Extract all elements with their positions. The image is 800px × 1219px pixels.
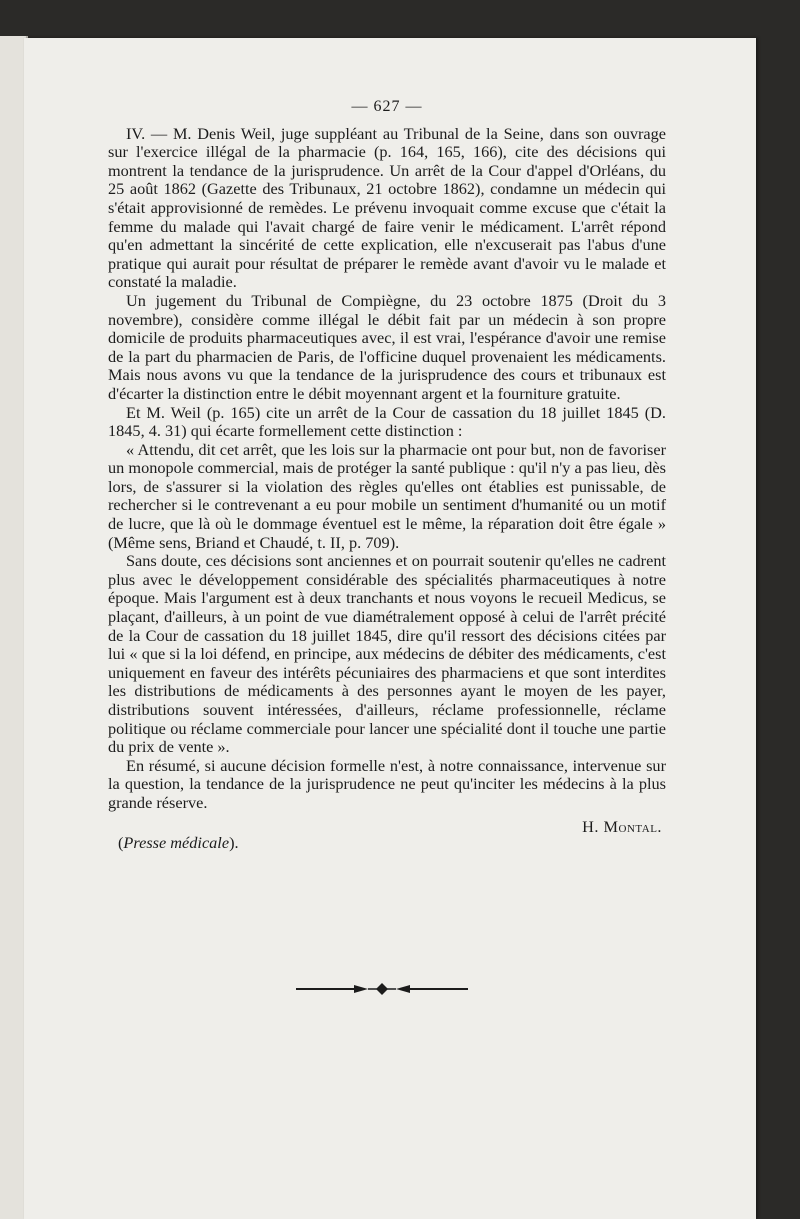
- paragraph-1: IV. — M. Denis Weil, juge suppléant au Tribunal de la Seine, dans son ouvrage sur l'exercice illégal de la pharmacie (p. 164, 165, 166), cite des décisions qui montrent la tendance de la jurisprudence. Un arrêt de la Cour d'appel d'Orléans, du 25 août 1862 (Gazette des Tribunaux, 21 octobre 1862), condamne un médecin qui s'était approvisionné de remèdes. Le prévenu invoquait comme excuse que c'était la femme du malade qui l'avait chargé de faire venir le médicament. L'arrêt répond qu'en admettant la sincérité de cette explication, elle n'excuserait pas l'abus d'une pratique qui aurait pour résultat de préparer le remède avant d'avoir vu le malade et constaté la maladie.: [108, 123, 666, 292]
- page-number: — 627 —: [351, 98, 423, 115]
- paragraph-4-quotation: « Attendu, dit cet arrêt, que les lois sur la pharmacie ont pour but, non de favoriser un monopole commercial, mais de protéger la santé publique : qu'il n'y a pas lieu, dès lors, de s'assurer si la violation des règles qu'elles ont établies est punissable, de rechercher si le contrevenant a eu pour mobile un sentiment d'humanité ou un motif de lucre, que là où le dommage éventuel est le même, la réparation doit être égale » (Même sens, Briand et Chaudé, t. II, p. 709).: [108, 439, 666, 552]
- paragraph-2: Un jugement du Tribunal de Compiègne, du 23 octobre 1875 (Droit du 3 novembre), considère comme illégal le débit fait par un médecin à son propre domicile de produits pharmaceutiques avec, il est vrai, l'espérance d'avoir une remise de la part du pharmacien de Paris, de l'officine duquel provenaient les médicaments. Mais nous avons vu que la tendance de la jurisprudence des cours et tribunaux est d'écarter la distinction entre le débit moyennant argent et la fourniture gratuite.: [108, 290, 666, 403]
- author-signature: H. Montal.: [582, 816, 662, 836]
- document-page: [24, 38, 756, 1219]
- paragraph-5: Sans doute, ces décisions sont anciennes et on pourrait soutenir qu'elles ne cadrent plus avec le développement considérable des spécialités pharmaceutiques à notre époque. Mais l'argument est à deux tranchants et nous voyons le recueil Medicus, se plaçant, d'ailleurs, à un point de vue diamétralement opposé à celui de l'arrêt précité de la Cour de cassation du 18 juillet 1845, dire qu'il ressort des décisions citées par lui « que si la loi défend, en principe, aux médecins de débiter des médicaments, c'est uniquement en faveur des intérêts pécuniaires des pharmaciens et que sont interdites les distributions de médicaments à des personnes ayant le moyen de les payer, distributions souvent intéressées, d'ailleurs, réclame professionnelle, réclame politique ou réclame commerciale pour lancer une spécialité dont il touche une partie du prix de vente ».: [108, 551, 666, 757]
- source-name: Presse médicale: [123, 833, 230, 853]
- page-content: [108, 98, 666, 853]
- ornamental-divider: [296, 982, 468, 996]
- divider-ornament-icon: [296, 982, 468, 996]
- paragraph-3: Et M. Weil (p. 165) cite un arrêt de la Cour de cassation du 18 juillet 1845 (D. 1845, 4. 31) qui écarte formellement cette distinction :: [108, 402, 666, 441]
- paragraph-6: En résumé, si aucune décision formelle n'est, à notre connaissance, intervenue sur la question, la tendance de la jurisprudence ne peut qu'inciter les médecins à la plus grande réserve.: [108, 755, 666, 812]
- source-citation: (Presse médicale).: [118, 833, 239, 853]
